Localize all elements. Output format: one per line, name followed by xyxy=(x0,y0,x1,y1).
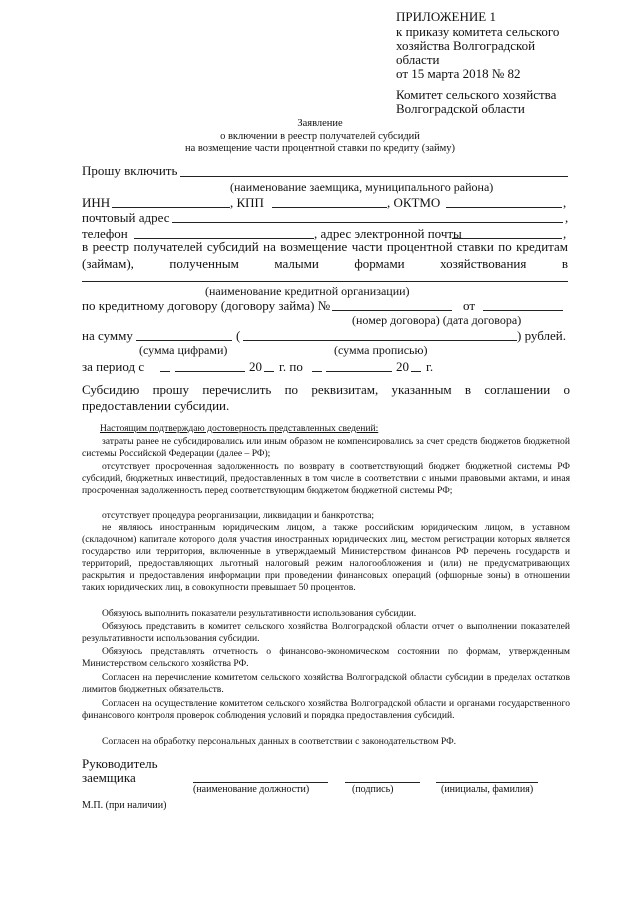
contract-label: по кредитному договору (договору займа) № xyxy=(82,298,331,313)
sum-words-hint: (сумма прописью) xyxy=(334,343,428,357)
credit-org-field[interactable] xyxy=(82,281,568,282)
oktmo-label: , ОКТМО xyxy=(387,195,441,210)
paren-open: ( xyxy=(236,328,241,343)
sum-label: на сумму xyxy=(82,328,133,343)
kpp-label: , КПП xyxy=(230,195,264,210)
declaration-item: не являюсь иностранным юридическим лицом, а также российским юридическим лицом, в уставном (складочном) капитале которого доля участия иностранных юридических лиц, местом регистрации которых является государство или территория, включенные в утверждаемый Министерством финансов РФ перечень государств и территорий, предоставляющих льготный налоговый режим налогообложения и (или) не предусматривающих раскрытия и предоставления информации при проведении финансовых операций (офшорные зоны) в отношении таких юридических лиц, в совокупности превышает 50 процентов. xyxy=(82,522,570,593)
doc-subtitle: на возмещение части процентной ставки по кредиту (займу) xyxy=(184,143,456,154)
postal-address-field[interactable] xyxy=(172,222,563,223)
email-label: , адрес электронной почты xyxy=(314,226,462,241)
addressee-line: Комитет сельского хозяйства xyxy=(396,87,557,102)
declaration-item: отсутствует просроченная задолженность по возврату в соответствующий бюджет бюджетной системы РФ субсидий, бюджетных инвестиций, предоставленных в том числе в соответствии с иными правовыми актами, и иная просроченная задолженность перед соответствующим бюджетом бюджетной системы РФ; xyxy=(82,461,570,496)
period-label: за период с xyxy=(82,359,145,374)
period-day-field[interactable] xyxy=(160,371,170,372)
contract-hint: (номер договора) (дата договора) xyxy=(352,313,522,327)
subsidy-text: Субсидию прошу перечислить по реквизитам, указанным в соглашении о предоставлении субсидии. xyxy=(82,382,570,413)
registry-text-line2 xyxy=(82,256,568,272)
contract-number-field[interactable] xyxy=(332,310,452,311)
obligation-item: Согласен на осуществление комитетом сельского хозяйства Волгоградской области и органами государственного финансового контроля проверок соблюдения условий и порядка предоставления субсидий. xyxy=(82,698,570,721)
registry-word: в xyxy=(561,256,568,271)
phone-label: телефон xyxy=(82,226,128,241)
position-hint: (наименование должности) xyxy=(193,784,310,795)
oktmo-field[interactable] xyxy=(446,207,562,208)
name-field[interactable] xyxy=(436,782,538,783)
borrower-hint: (наименование заемщика, муниципального района) xyxy=(230,180,494,194)
declaration-heading: Настоящим подтверждаю достоверность представленных сведений: xyxy=(100,423,379,434)
declaration-item: затраты ранее не субсидировались или иным образом не компенсировались за счет средств бюджетов бюджетной системы Российской Федерации (далее – РФ); xyxy=(82,436,570,459)
inn-field[interactable] xyxy=(112,207,230,208)
period-year-to-field[interactable] xyxy=(411,371,421,372)
obligation-item: Согласен на перечисление комитетом сельского хозяйства Волгоградской области субсидии в пределах остатков лимитов бюджетных обязательств. xyxy=(82,672,570,695)
period-month-to-field[interactable] xyxy=(326,371,392,372)
appendix-line: хозяйства Волгоградской xyxy=(396,38,536,53)
registry-word: формами xyxy=(354,256,405,271)
registry-word: хозяйствования xyxy=(440,256,527,271)
sum-digits-hint: (сумма цифрами) xyxy=(139,343,228,357)
contract-date-field[interactable] xyxy=(483,310,563,311)
name-hint: (инициалы, фамилия) xyxy=(441,784,534,795)
registry-text: в реестр получателей субсидий на возмещение части процентной ставки по кредитам xyxy=(82,239,568,254)
registry-word: малыми xyxy=(274,256,319,271)
comma: , xyxy=(565,210,569,225)
year-prefix: 20 xyxy=(249,359,262,374)
declaration-item: отсутствует процедура реорганизации, ликвидации и банкротства; xyxy=(102,510,375,521)
period-year-field[interactable] xyxy=(264,371,274,372)
sum-words-field[interactable] xyxy=(243,340,517,341)
sum-suffix: ) рублей. xyxy=(517,328,566,343)
doc-title: Заявление xyxy=(297,118,343,129)
registry-word: полученным xyxy=(169,256,239,271)
credit-org-hint: (наименование кредитной организации) xyxy=(205,284,410,298)
sum-digits-field[interactable] xyxy=(136,340,232,341)
appendix-title: ПРИЛОЖЕНИЕ 1 xyxy=(396,9,496,24)
period-day-to-field[interactable] xyxy=(312,371,322,372)
obligation-item: Обязуюсь представлять отчетность о финансово-экономическом состоянии по формам, утвержденным Министерством сельского хозяйства РФ. xyxy=(82,646,570,669)
from-label: от xyxy=(463,298,476,313)
head-label: заемщика xyxy=(82,770,136,785)
postal-label: почтовый адрес xyxy=(82,210,170,225)
comma: , xyxy=(563,195,567,210)
stamp-note: М.П. (при наличии) xyxy=(82,800,167,811)
comma: , xyxy=(563,226,567,241)
kpp-field[interactable] xyxy=(272,207,387,208)
period-month-field[interactable] xyxy=(175,371,245,372)
appendix-date: от 15 марта 2018 № 82 xyxy=(396,66,521,81)
head-label: Руководитель xyxy=(82,756,158,771)
borrower-name-field[interactable] xyxy=(180,176,568,177)
registry-word: (займам), xyxy=(82,256,134,271)
obligation-item: Согласен на обработку персональных данных в соответствии с законодательством РФ. xyxy=(102,736,457,747)
signature-field[interactable] xyxy=(345,782,420,783)
signature-hint: (подпись) xyxy=(352,784,394,795)
year-end-label: г. xyxy=(426,359,434,374)
obligation-item: Обязуюсь представить в комитет сельского хозяйства Волгоградской области отчет о выполнении показателей результативности использования субсидии. xyxy=(82,621,570,644)
inn-label: ИНН xyxy=(82,195,111,210)
doc-subtitle: о включении в реестр получателей субсидий xyxy=(220,131,420,142)
year-prefix: 20 xyxy=(396,359,409,374)
addressee-line: Волгоградской области xyxy=(396,101,525,116)
year-to-label: г. по xyxy=(279,359,303,374)
appendix-line: к приказу комитета сельского xyxy=(396,24,560,39)
appendix-line: области xyxy=(396,52,440,67)
request-label: Прошу включить xyxy=(82,163,178,178)
obligation-item: Обязуюсь выполнить показатели результативности использования субсидии. xyxy=(102,608,417,619)
position-field[interactable] xyxy=(193,782,328,783)
